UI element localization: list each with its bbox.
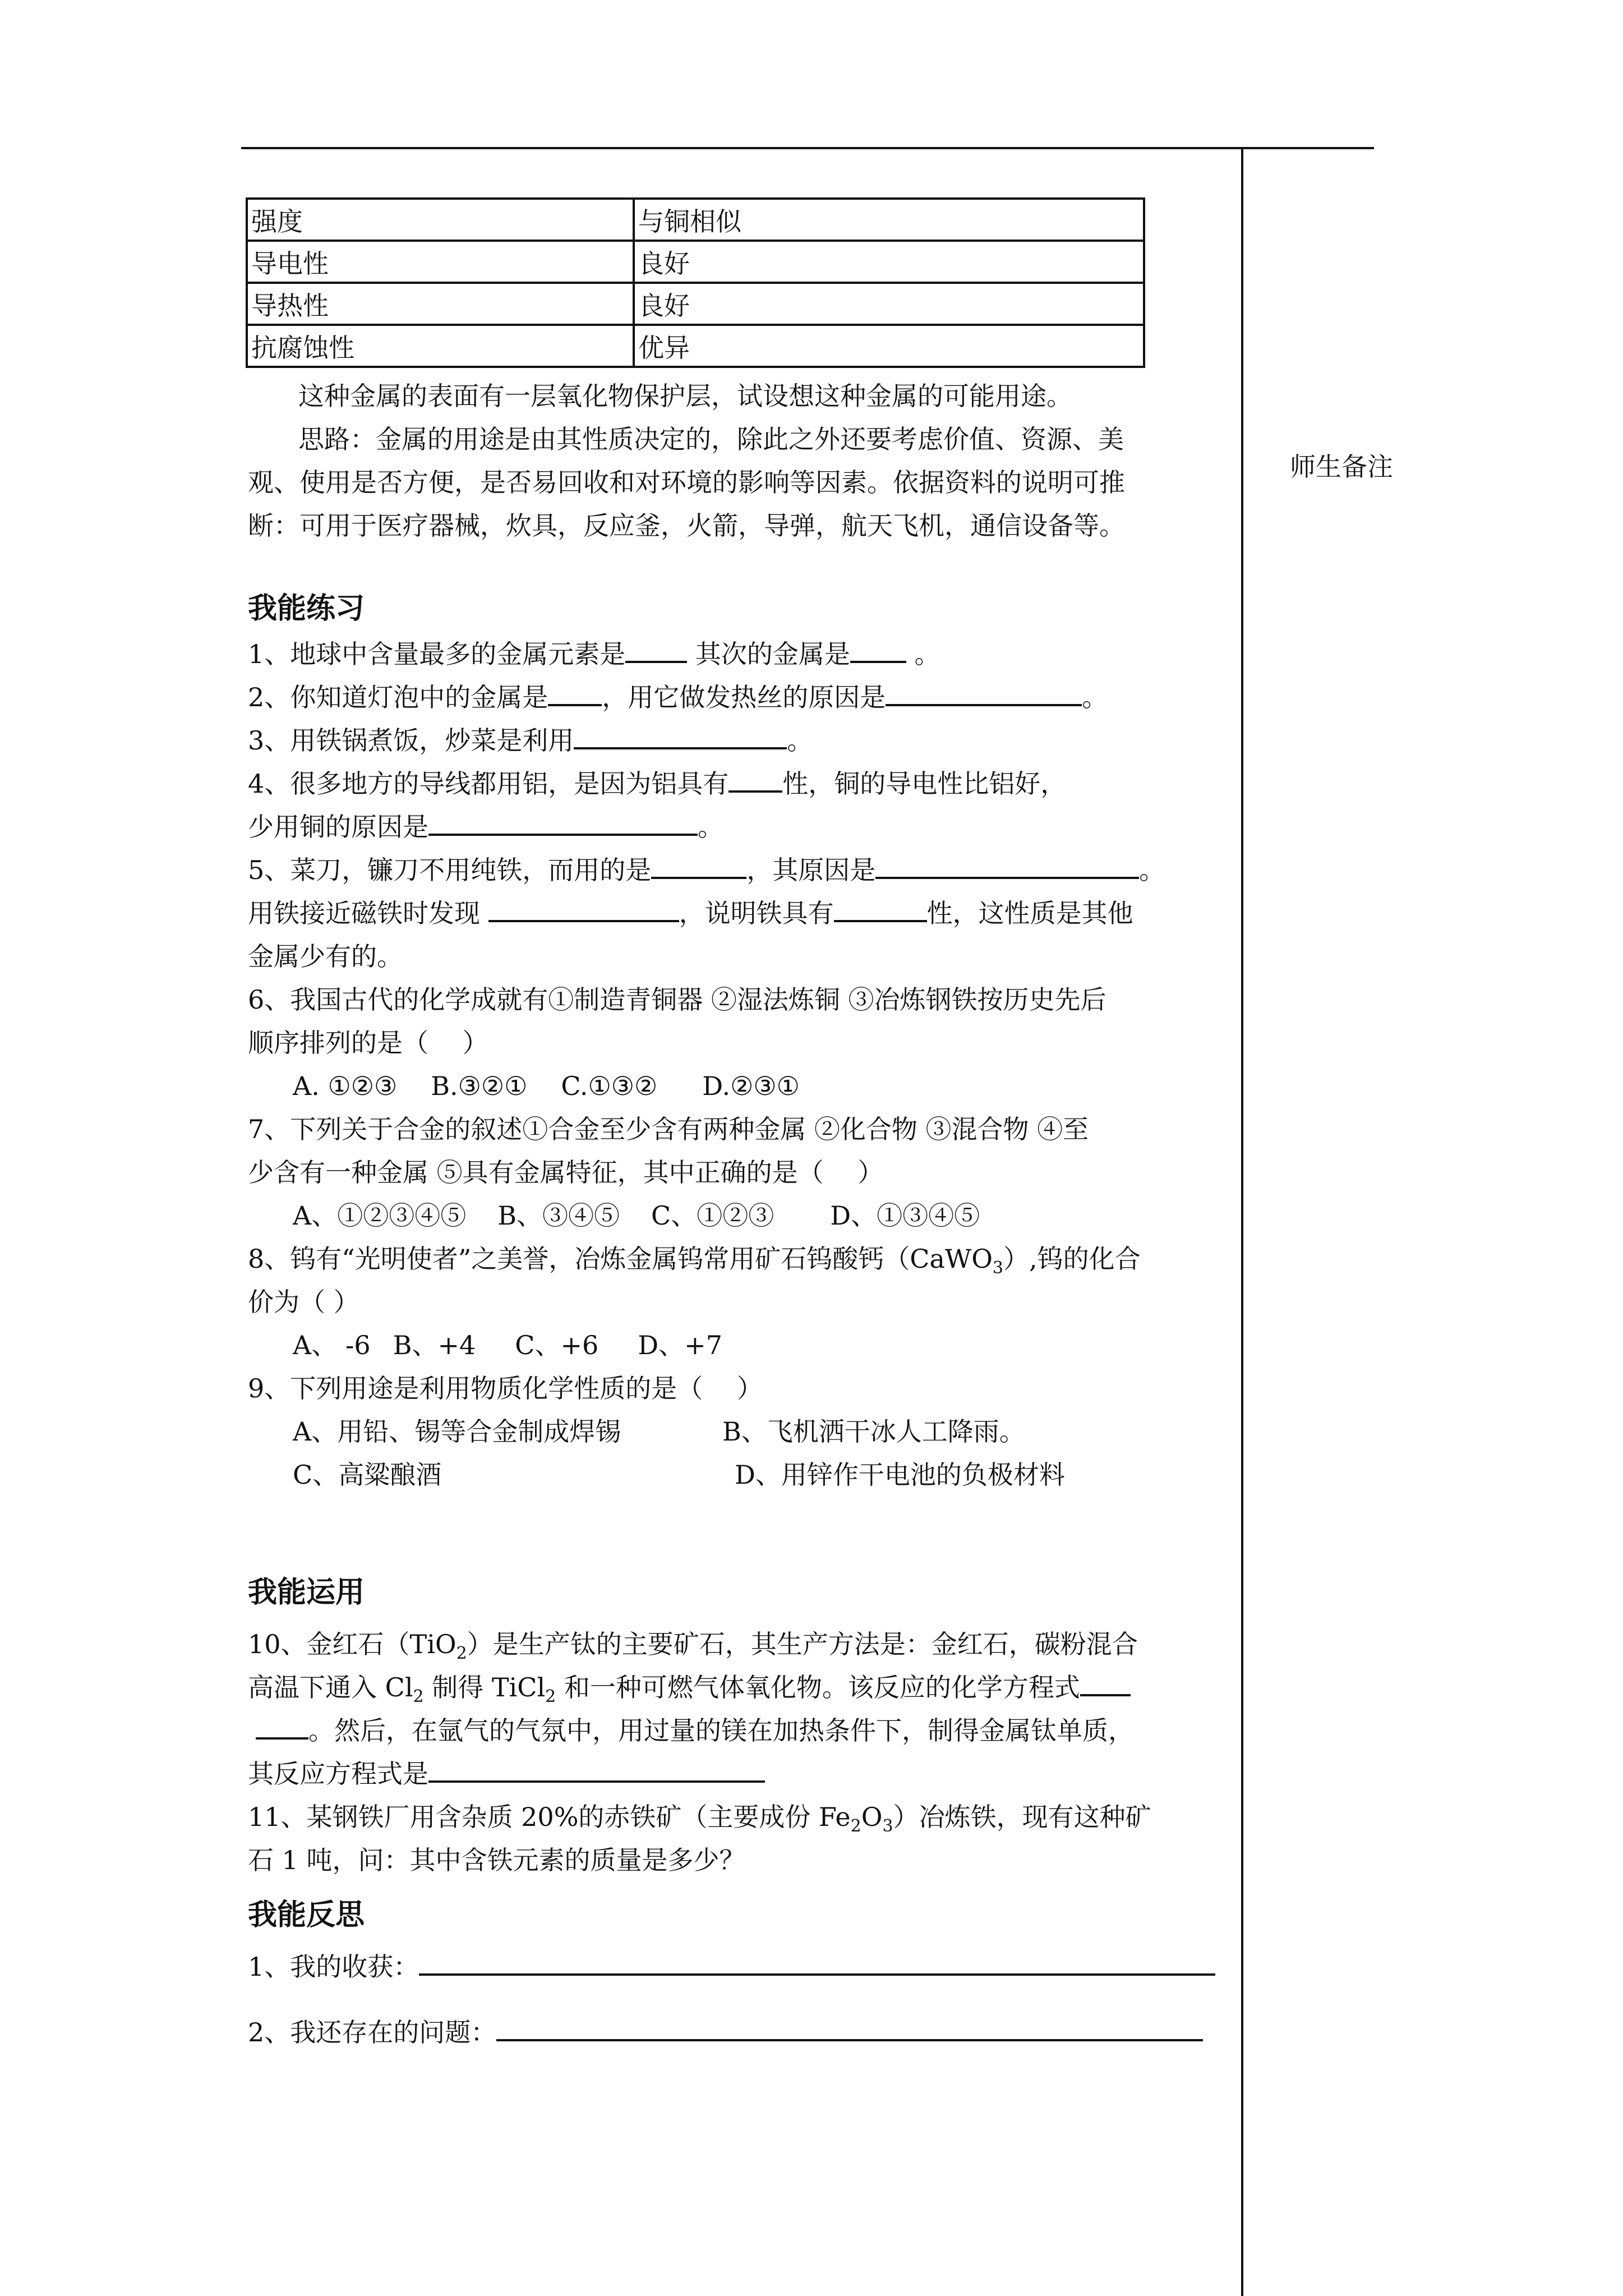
question-8-cont: 价为（ ）	[248, 1287, 359, 1317]
option[interactable]: D.②③①	[702, 1071, 800, 1101]
table-cell: 导热性	[247, 283, 634, 325]
answer-blank[interactable]	[428, 813, 698, 836]
option[interactable]: C、+6	[515, 1330, 599, 1360]
answer-blank[interactable]	[728, 770, 782, 793]
question-4: 4、很多地方的导线都用铝，是因为铝具有 性，铜的导电性比铝好，	[248, 769, 1067, 799]
option[interactable]: C.①③②	[561, 1071, 658, 1101]
section-title-practice: 我能练习	[248, 592, 365, 625]
question-5: 5、菜刀，镰刀不用纯铁，而用的是 ，其原因是 。	[248, 855, 1165, 885]
question-1: 1、地球中含量最多的金属元素是 其次的金属是 。	[248, 639, 940, 669]
section-title-reflect: 我能反思	[248, 1898, 365, 1932]
table-cell: 导电性	[247, 241, 634, 283]
table-cell: 良好	[634, 283, 1144, 325]
property-table	[246, 197, 1145, 368]
question-6-options	[293, 1071, 800, 1101]
option[interactable]: C、高粱酿酒	[293, 1460, 442, 1490]
intro-hint-line: 断：可用于医疗器械，炊具，反应釜，火箭，导弹，航天飞机，通信设备等。	[248, 510, 1125, 541]
option[interactable]: B.③②①	[431, 1071, 528, 1101]
question-7-cont: 少含有一种金属 ⑤具有金属特征，其中正确的是（ ）	[248, 1157, 884, 1188]
question-7: 7、下列关于合金的叙述①合金至少含有两种金属 ②化合物 ③混合物 ④至	[248, 1114, 1089, 1144]
answer-blank[interactable]	[428, 1760, 765, 1783]
question-10-cont: 高温下通入 $Cl_2$ 制得 TiCl$_2$ 和一种可燃气体氧化物。该反应的化学方程式	[248, 1673, 1131, 1703]
header-rule	[241, 147, 1374, 149]
option[interactable]: D、+7	[638, 1330, 722, 1360]
answer-blank[interactable]	[548, 684, 602, 706]
question-5-cont: 用铁接近磁铁时发现 ，说明铁具有 性，这性质是其他	[248, 898, 1133, 928]
answer-blank[interactable]	[625, 641, 687, 663]
question-10-cont: 其反应方程式是	[248, 1759, 765, 1789]
answer-blank[interactable]	[488, 900, 679, 922]
intro-question: 这种金属的表面有一层氧化物保护层，试设想这种金属的可能用途。	[298, 381, 1072, 411]
intro-hint-line: 思路：金属的用途是由其性质决定的，除此之外还要考虑价值、资源、美	[298, 424, 1124, 454]
option[interactable]: A、①②③④⑤	[293, 1200, 467, 1231]
option[interactable]: B、+4	[393, 1330, 476, 1360]
answer-blank[interactable]	[256, 1717, 308, 1740]
table-row	[247, 199, 1144, 241]
answer-blank[interactable]	[834, 900, 927, 922]
table-row	[247, 241, 1144, 283]
answer-blank[interactable]	[1080, 1674, 1131, 1696]
question-9: 9、下列用途是利用物质化学性质的是（ ）	[248, 1373, 763, 1404]
option[interactable]: A、 -6	[293, 1330, 371, 1360]
answer-blank[interactable]	[886, 684, 1082, 706]
margin-divider	[1241, 149, 1243, 2296]
table-cell: 与铜相似	[634, 199, 1144, 241]
option[interactable]: D、①③④⑤	[830, 1200, 980, 1231]
table-row	[247, 283, 1144, 325]
option[interactable]: A、用铅、锡等合金制成焊锡	[293, 1416, 621, 1447]
option[interactable]: D、用锌作干电池的负极材料	[735, 1460, 1065, 1490]
option[interactable]: C、①②③	[651, 1200, 774, 1231]
option[interactable]: A. ①②③	[293, 1071, 398, 1101]
table-cell: 强度	[247, 199, 634, 241]
answer-blank[interactable]	[496, 2019, 1203, 2041]
answer-blank[interactable]	[419, 1953, 1215, 1976]
option[interactable]: B、飞机洒干冰人工降雨。	[722, 1416, 1025, 1447]
margin-note: 师生备注	[1290, 452, 1393, 482]
table-row	[247, 325, 1144, 367]
answer-blank[interactable]	[850, 641, 906, 663]
answer-blank[interactable]	[875, 857, 1139, 879]
question-10-cont: 。然后，在氩气的气氛中，用过量的镁在加热条件下，制得金属钛单质，	[248, 1716, 1134, 1746]
question-5-cont: 金属少有的。	[248, 941, 403, 972]
table-cell: 良好	[634, 241, 1144, 283]
table-cell: 抗腐蚀性	[247, 325, 634, 367]
question-11: 11、某钢铁厂用含杂质 20%的赤铁矿（主要成份 $Fe_2O_3$）冶炼铁，现有这种矿	[248, 1802, 1151, 1836]
reflection-problems: 2、我还存在的问题：	[248, 2018, 1203, 2047]
question-4-cont: 少用铜的原因是 。	[248, 812, 723, 842]
question-6-cont: 顺序排列的是（ ）	[248, 1028, 488, 1058]
question-6: 6、我国古代的化学成就有①制造青铜器 ②湿法炼铜 ③冶炼钢铁按历史先后	[248, 984, 1106, 1015]
table-cell: 优异	[634, 325, 1144, 367]
answer-blank[interactable]	[651, 857, 746, 879]
option[interactable]: B、③④⑤	[497, 1200, 620, 1231]
question-2: 2、你知道灯泡中的金属是 ，用它做发热丝的原因是 。	[248, 682, 1108, 712]
reflection-gains: 1、我的收获：	[248, 1952, 1215, 1982]
intro-hint-line: 观、使用是否方便，是否易回收和对环境的影响等因素。依据资料的说明可推	[248, 467, 1125, 498]
question-3: 3、用铁锅煮饭，炒菜是利用 。	[248, 725, 813, 756]
answer-blank[interactable]	[574, 727, 787, 749]
question-8: 8、钨有“光明使者”之美誉，冶炼金属钨常用矿石钨酸钙（CaWO$_3$）,钨的化合	[248, 1244, 1141, 1278]
question-7-options	[293, 1201, 980, 1231]
question-11-cont: 石 1 吨，问：其中含铁元素的质量是多少？	[248, 1845, 745, 1875]
section-title-apply: 我能运用	[248, 1576, 365, 1609]
question-10: 10、金红石（TiO$_2$）是生产钛的主要矿石，其生产方法是：金红石，碳粉混合	[248, 1629, 1138, 1663]
question-8-options	[293, 1331, 722, 1360]
